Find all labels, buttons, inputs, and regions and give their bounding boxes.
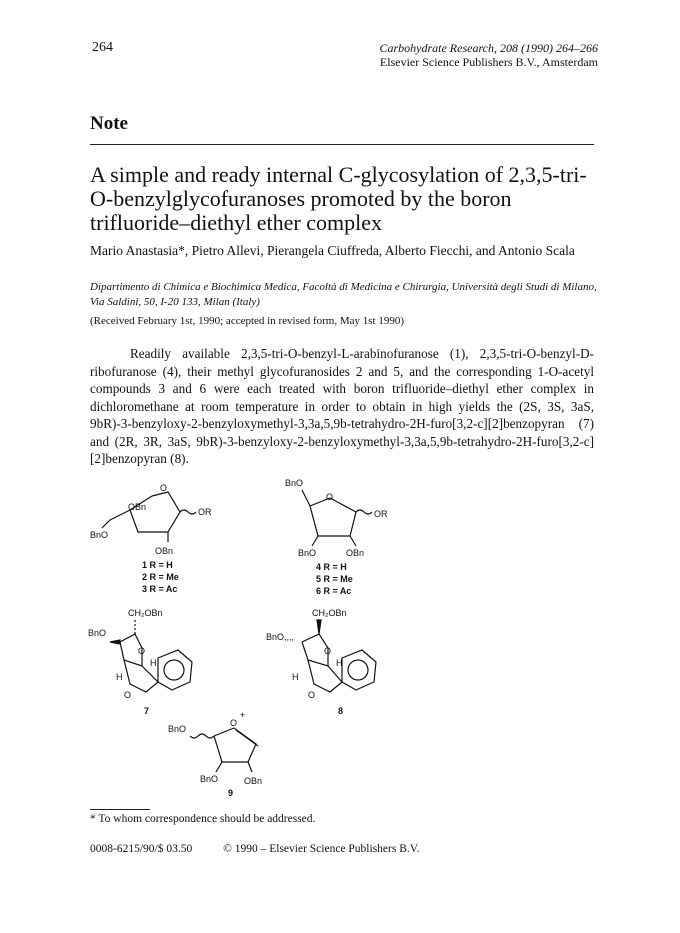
structure-9 (168, 710, 262, 798)
svg-text:O: O (326, 492, 334, 502)
chemical-scheme (80, 470, 600, 800)
svg-text:O: O (124, 690, 132, 700)
svg-text:H: H (292, 672, 299, 682)
structure-arabinofuranose (90, 483, 212, 594)
body-paragraph: Readily available 2,3,5-tri-O-benzyl-L-arabinofuranose (1), 2,3,5-tri-O-benzyl-D-ribofuranose (4), their methyl glycofuranosides 2 and 5, and the corresponding 1-O-acetyl compounds 3 and 6 were each treated with boron trifluoride–diethyl ether complex in dichloromethane at room temperature in order to obtain in high yields the (2S, 3S, 3aS, 9bR)-3-benzyloxy-2-benzyloxymethyl-3,3a,5,9b-tetrahydro-2H-furo[3,2-c][2]benzopyran (7) and (2R, 3R, 3aS, 9bR)-3-benzyloxy-2-benzyloxymethyl-3,3a,5,9b-tetrahydro-2H-furo[3,2-c][2]benzopyran (8). (90, 346, 594, 466)
svg-text:BnO,,,,: BnO,,,, (266, 632, 295, 642)
svg-text:5 R = Me: 5 R = Me (316, 574, 353, 584)
header-rule (90, 144, 594, 145)
svg-text:BnO: BnO (200, 774, 219, 784)
svg-text:8: 8 (338, 706, 344, 716)
svg-text:7: 7 (144, 706, 150, 716)
structure-7 (88, 608, 192, 716)
footnote: * To whom correspondence should be addressed. (90, 813, 316, 825)
svg-text:CH₂OBn: CH₂OBn (128, 608, 163, 618)
svg-text:6 R = Ac: 6 R = Ac (316, 586, 352, 596)
affiliation: Dipartimento di Chimica e Biochimica Medica, Facoltà di Medicina e Chirurgia, Università degli Studi di Milano, Via Saldini, 50, I-20 133, Milan (Italy) (90, 281, 597, 308)
publisher-line: Elsevier Science Publishers B.V., Amsterdam (379, 55, 598, 69)
svg-text:BnO: BnO (90, 530, 109, 540)
article-title: A simple and ready internal C-glycosylation of 2,3,5-tri-O-benzylglycofuranoses promoted by the boron trifluoride–diethyl ether complex (90, 162, 587, 235)
page-number: 264 (92, 40, 113, 55)
svg-text:O: O (138, 646, 146, 656)
svg-text:3 R = Ac: 3 R = Ac (142, 584, 178, 594)
svg-text:O: O (308, 690, 316, 700)
svg-text:1 R = H: 1 R = H (142, 560, 173, 570)
svg-text:H: H (116, 672, 123, 682)
svg-text:OBn: OBn (244, 776, 263, 786)
received-dates: (Received February 1st, 1990; accepted in revised form, May 1st 1990) (90, 315, 405, 327)
author-list: Mario Anastasia*, Pietro Allevi, Pierangela Ciuffreda, Alberto Fiecchi, and Antonio Scala (90, 243, 575, 258)
svg-text:O: O (160, 483, 168, 493)
svg-text:BnO: BnO (285, 478, 304, 488)
svg-text:+: + (240, 710, 246, 720)
svg-text:H: H (336, 658, 343, 668)
section-label: Note (90, 113, 128, 134)
issn-code: 0008-6215/90/$ 03.50 (90, 843, 193, 855)
svg-text:2 R = Me: 2 R = Me (142, 572, 179, 582)
svg-text:OR: OR (198, 507, 212, 517)
svg-text:OR: OR (374, 509, 388, 519)
structure-8 (266, 608, 376, 716)
svg-text:OBn: OBn (346, 548, 365, 558)
footnote-rule (90, 809, 150, 810)
svg-text:9: 9 (228, 788, 234, 798)
journal-citation: Carbohydrate Research, 208 (1990) 264–266 (379, 41, 598, 55)
svg-text:OBn: OBn (155, 546, 174, 556)
svg-text:4 R = H: 4 R = H (316, 562, 347, 572)
copyright-line (90, 843, 447, 855)
svg-text:CH₂OBn: CH₂OBn (312, 608, 347, 618)
copyright-notice: © 1990 – Elsevier Science Publishers B.V. (223, 843, 420, 855)
structure-ribofuranose (285, 478, 388, 596)
svg-text:H: H (150, 658, 157, 668)
svg-text:O: O (230, 718, 238, 728)
svg-text:BnO: BnO (88, 628, 107, 638)
svg-text:BnO: BnO (298, 548, 317, 558)
svg-text:O: O (324, 646, 332, 656)
svg-text:BnO: BnO (168, 724, 187, 734)
svg-text:OBn: OBn (128, 502, 147, 512)
